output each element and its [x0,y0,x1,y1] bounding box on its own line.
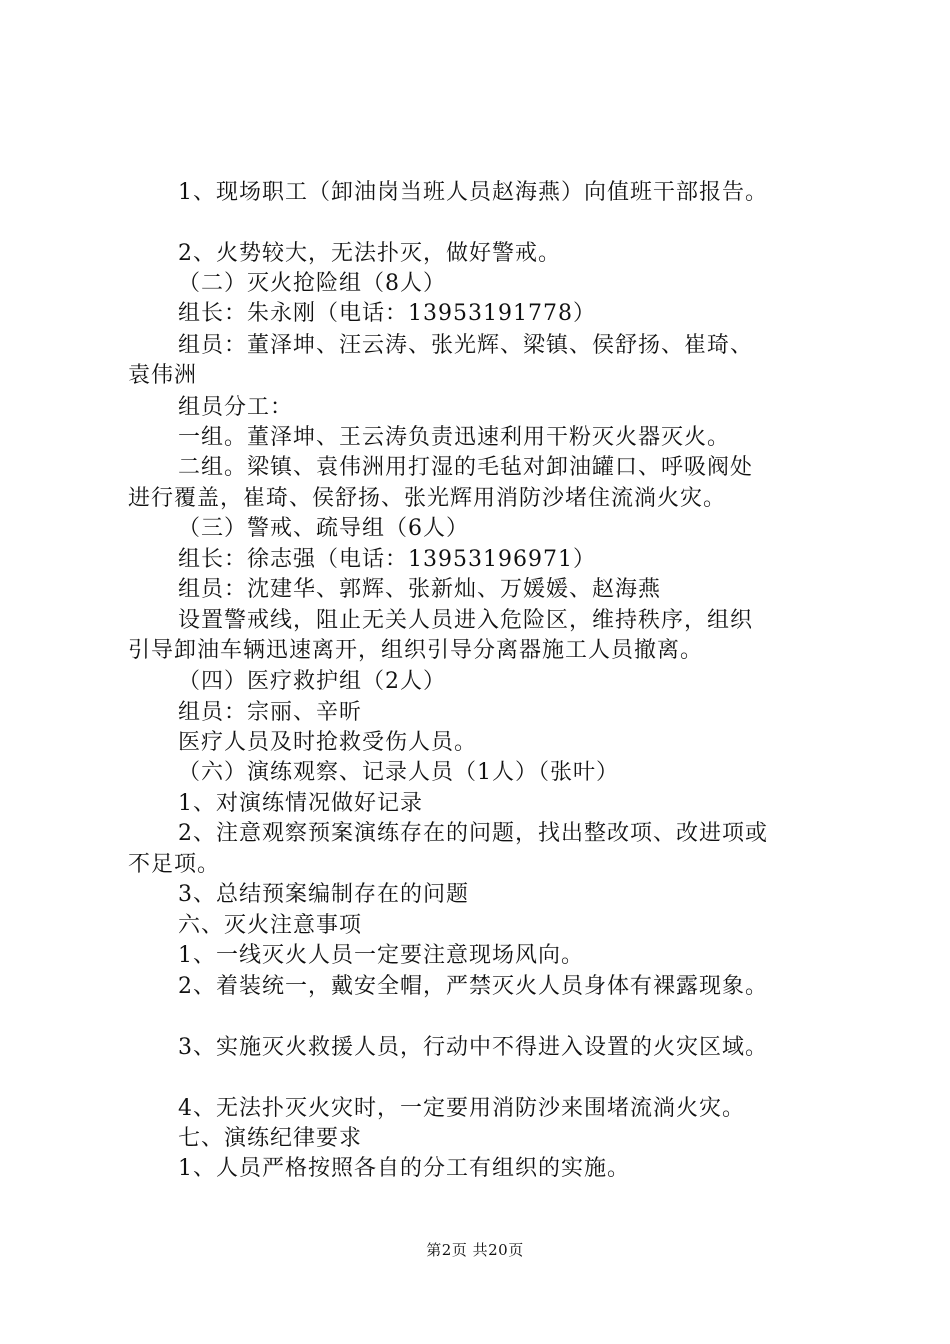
section-heading: 六、灭火注意事项 [178,913,363,938]
paragraph-line: 1、现场职工（卸油岗当班人员赵海燕）向值班干部报告。 [178,180,768,205]
paragraph-line: 医疗人员及时抢救受伤人员。 [178,730,478,755]
paragraph-line: 3、实施灭火救援人员，行动中不得进入设置的火灾区域。 [178,1035,768,1060]
paragraph-line: 1、对演练情况做好记录 [178,791,423,816]
paragraph-line: 不足项。 [128,852,221,877]
paragraph-line: 组员：沈建华、郭辉、张新灿、万媛媛、赵海燕 [178,577,662,602]
paragraph-line: 二组。梁镇、袁伟洲用打湿的毛毡对卸油罐口、呼吸阀处 [178,455,754,480]
page-footer: 第2页 共20页 [426,1241,524,1259]
paragraph-line: 2、注意观察预案演练存在的问题，找出整改项、改进项或 [178,821,768,846]
paragraph-line: 组员：宗丽、辛昕 [178,700,363,725]
paragraph-line: 2、着装统一，戴安全帽，严禁灭火人员身体有裸露现象。 [178,974,768,999]
paragraph-line: 设置警戒线，阻止无关人员进入危险区，维持秩序，组织 [178,608,754,633]
paragraph-line: 组员分工： [178,395,294,420]
paragraph-line: 组长：徐志强（电话：13953196971） [178,547,596,572]
section-heading: （二）灭火抢险组（8人） [178,271,446,296]
section-heading: 七、演练纪律要求 [178,1126,363,1151]
paragraph-line: 组长：朱永刚（电话：13953191778） [178,301,596,326]
paragraph-line: 组员：董泽坤、汪云涛、张光辉、梁镇、侯舒扬、崔琦、 [178,333,754,358]
paragraph-line: 一组。董泽坤、王云涛负责迅速利用干粉灭火器灭火。 [178,425,731,450]
section-heading: （六）演练观察、记录人员（1人）（张叶） [178,760,619,785]
paragraph-line: 袁伟洲 [128,363,198,388]
paragraph-line: 4、无法扑灭火灾时，一定要用消防沙来围堵流淌火灾。 [178,1096,745,1121]
section-heading: （四）医疗救护组（2人） [178,669,446,694]
paragraph-line: 引导卸油车辆迅速离开，组织引导分离器施工人员撤离。 [128,638,704,663]
paragraph-line: 3、总结预案编制存在的问题 [178,882,469,907]
section-heading: （三）警戒、疏导组（6人） [178,516,469,541]
paragraph-line: 1、一线灭火人员一定要注意现场风向。 [178,943,584,968]
paragraph-line: 进行覆盖，崔琦、侯舒扬、张光辉用消防沙堵住流淌火灾。 [128,486,727,511]
paragraph-line: 1、人员严格按照各自的分工有组织的实施。 [178,1156,630,1181]
paragraph-line: 2、火势较大，无法扑灭，做好警戒。 [178,241,561,266]
